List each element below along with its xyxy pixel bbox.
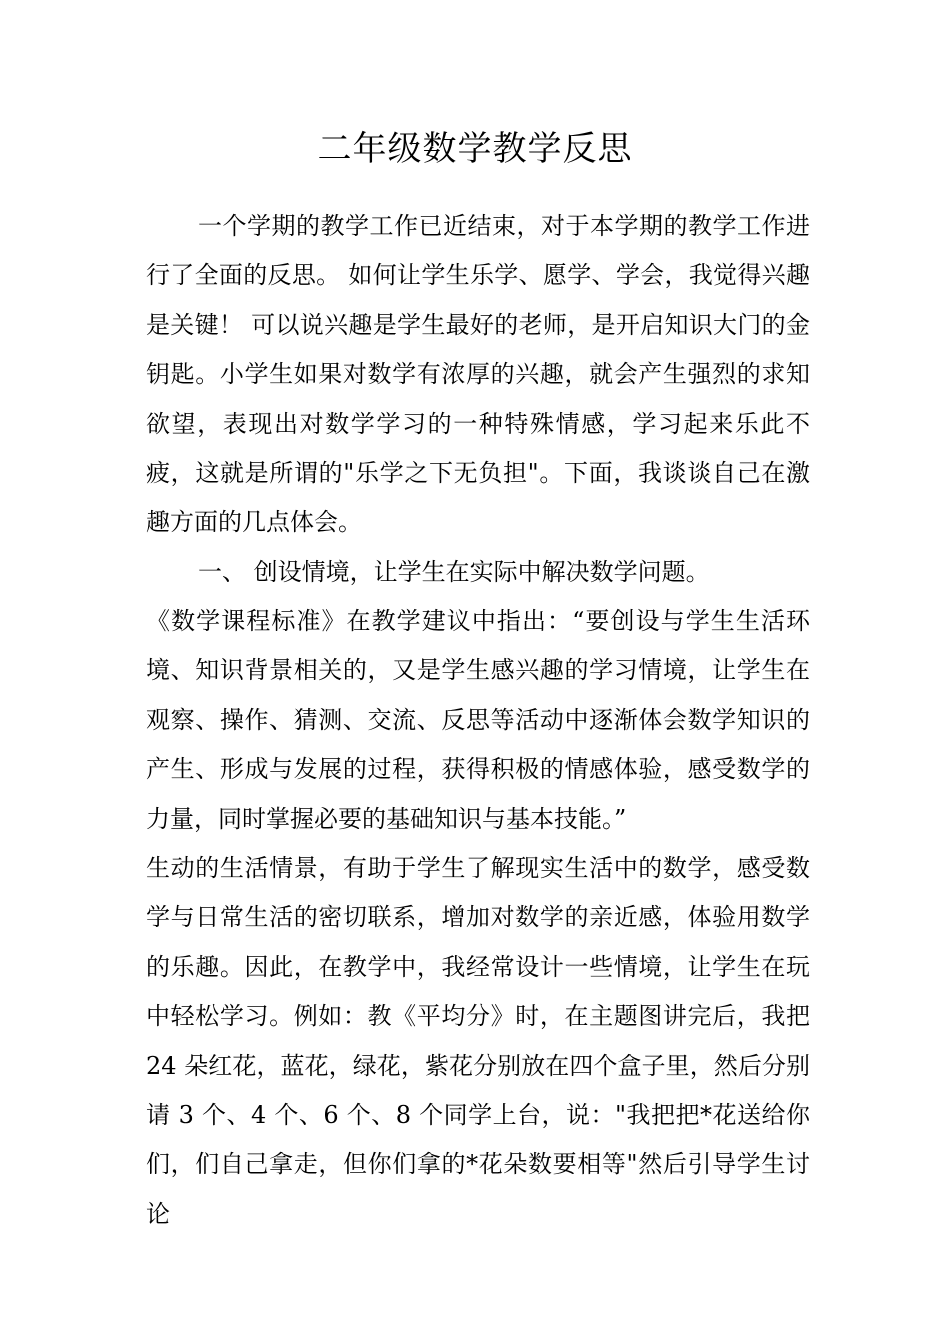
intro-paragraph: 一个学期的教学工作已近结束，对于本学期的教学工作进行了全面的反思。 如何让学生乐学、愿学、学会，我觉得兴趣是关键！ 可以说兴趣是学生最好的老师，是开启知识大门的金钥匙。小学生如果对数学有浓厚的兴趣，就会产生强烈的求知欲望，表现出对数学学习的一种特殊情感，学习起来乐此不疲，这就是所谓的"乐学之下无负担"。下面，我谈谈自己在激趣方面的几点体会。 (146, 212, 810, 537)
curriculum-standard-paragraph: 《数学课程标准》在教学建议中指出：“要创设与学生生活环境、知识背景相关的，又是学生感兴趣的学习情境，让学生在观察、操作、猜测、交流、反思等活动中逐渐体会数学知识的产生、形成与发展的过程，获得积极的情感体验，感受数学的力量，同时掌握必要的基础知识与基本技能。” (146, 607, 810, 833)
document-title: 二年级数学教学反思 (317, 129, 633, 169)
teaching-example-paragraph: 生动的生活情景，有助于学生了解现实生活中的数学，感受数学与日常生活的密切联系，增加对数学的亲近感，体验用数学的乐趣。因此，在教学中，我经常设计一些情境，让学生在玩中轻松学习。例如：教《平均分》时，在主题图讲完后，我把 24 朵红花，蓝花，绿花，紫花分别放在四个盒子里，然后分别请 3 个、4 个、6 个、8 个同学上台，说："我把把*花送给你们，们自己拿走，但你们拿的*花朵数要相等"然后引导学生讨论 (146, 854, 810, 1228)
section-one-heading: 一、 创设情境，让学生在实际中解决数学问题。 (198, 558, 710, 586)
